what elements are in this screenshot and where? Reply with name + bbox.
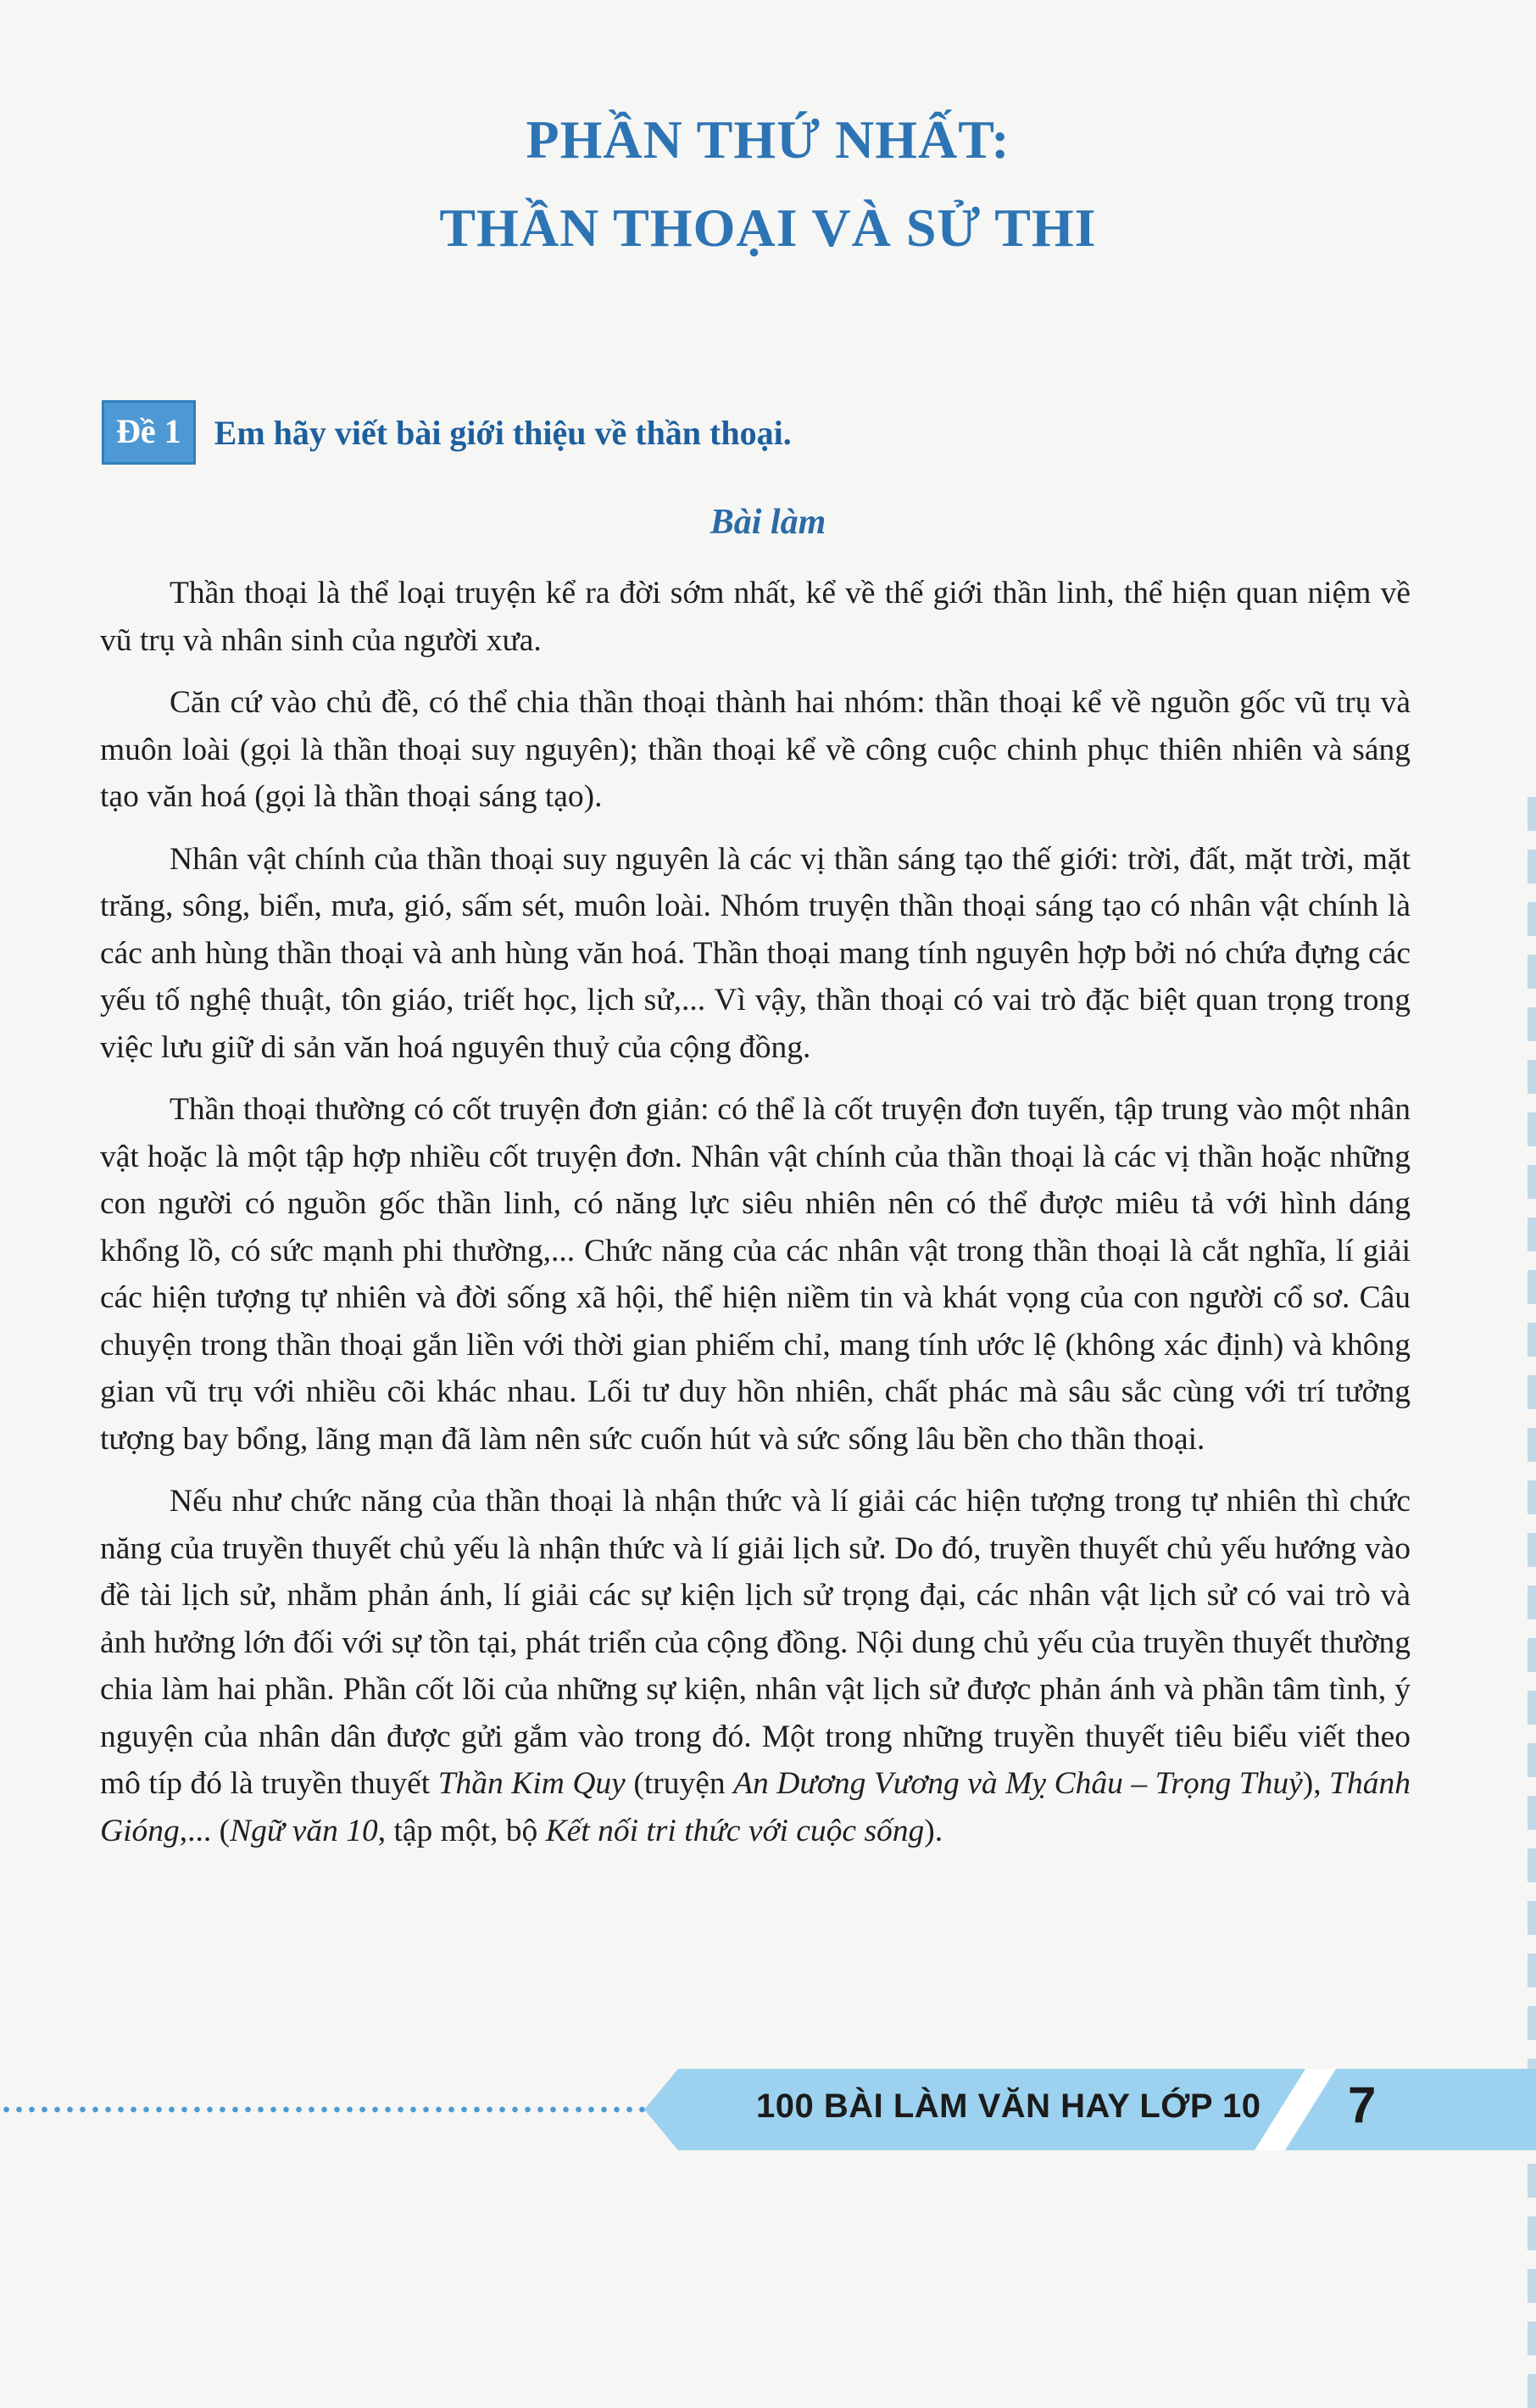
separator: (truyện — [625, 1766, 734, 1801]
footer-dotted-line — [0, 2106, 661, 2113]
exercise-badge: Đề 1 — [102, 400, 196, 465]
part-title: PHẦN THỨ NHẤT: — [526, 109, 1010, 170]
paragraph-2: Căn cứ vào chủ đề, có thể chia thần thoại thành hai nhóm: thần thoại kể về nguồn gốc vũ trụ và muôn loài (gọi là thần thoại suy nguyên); thần thoại kể về công cuộc chinh phục thiên nhiên và sáng tạo văn hoá (gọi là thần thoại sáng tạo). — [100, 685, 1411, 814]
work-title-than-kim-quy: Thần Kim Quy — [437, 1766, 626, 1801]
exercise-header — [102, 400, 792, 465]
separator: ), — [1302, 1766, 1330, 1801]
separator: , tập một, bộ — [377, 1813, 546, 1848]
work-title-thanh-giong: Thánh Gióng — [100, 1766, 1411, 1848]
textbook-title: Ngữ văn 10 — [230, 1813, 378, 1848]
paragraph-4: Thần thoại thường có cốt truyện đơn giản: có thể là cốt truyện đơn tuyến, tập trung vào một nhân vật hoặc là một tập hợp nhiều cốt truyện đơn. Nhân vật chính của thần thoại là các vị thần hoặc những con người có nguồn gốc thần linh, có năng lực siêu nhiên nên có thể được miêu tả với hình dáng khổng lồ, có sức mạnh phi thường,... Chức năng của các nhân vật trong thần thoại là cắt nghĩa, lí giải các hiện tượng tự nhiên và đời sống xã hội, thể hiện niềm tin và khát vọng của con người cổ sơ. Câu chuyện trong thần thoại gắn liền với thời gian phiếm chỉ, mang tính ước lệ (không xác định) và không gian vũ trụ với nhiều cõi khác nhau. Lối tư duy hồn nhiên, chất phác mà sâu sắc cùng với trí tưởng tượng bay bổng, lãng mạn đã làm nên sức cuốn hút và sức sống lâu bền cho thần thoại. — [100, 1092, 1411, 1457]
answer-heading: Bài làm — [710, 503, 826, 542]
exercise-prompt: Em hãy viết bài giới thiệu về thần thoại. — [214, 413, 792, 452]
part-subtitle: THẦN THOẠI VÀ SỬ THI — [439, 198, 1097, 258]
work-title-an-duong-vuong: An Dương Vương và Mỵ Châu – Trọng Thuỷ — [733, 1766, 1303, 1801]
paragraph-3: Nhân vật chính của thần thoại suy nguyên là các vị thần sáng tạo thế giới: trời, đất, mặt trời, mặt trăng, sông, biển, mưa, gió, sấm sét, muôn loài. Nhóm truyện thần thoại sáng tạo có nhân vật chính là các anh hùng thần thoại và anh hùng văn hoá. Thần thoại mang tính nguyên hợp bởi nó chứa đựng các yếu tố nghệ thuật, tôn giáo, triết học, lịch sử,... Vì vậy, thần thoại có vai trò đặc biệt quan trọng trong việc lưu giữ di sản văn hoá nguyên thuỷ của cộng đồng. — [100, 841, 1411, 1065]
paragraph-5-text: Nếu như chức năng của thần thoại là nhận thức và lí giải các hiện tượng trong tự nhiên thì chức năng của truyền thuyết chủ yếu là nhận thức và lí giải lịch sử. Do đó, truyền thuyết chủ yếu hướng vào đề tài lịch sử, nhằm phản ánh, lí giải các sự kiện lịch sử trọng đại, các nhân vật lịch sử có vai trò và ảnh hưởng lớn đối với sự tồn tại, phát triển của cộng đồng. Nội dung chủ yếu của truyền thuyết thường chia làm hai phần. Phần cốt lõi của những sự kiện, nhân vật lịch sử được phản ánh và phần tâm tình, ý nguyện của nhân dân được gửi gắm vào trong đó. Một trong những truyền thuyết tiêu biểu viết theo mô típ đó là truyền thuyết — [100, 1484, 1411, 1801]
paragraph-5 — [100, 1478, 1411, 1854]
textbook-series-title: Kết nối tri thức với cuộc sống — [545, 1813, 925, 1848]
separator: ,... ( — [179, 1813, 231, 1848]
page-number: 7 — [1348, 2076, 1377, 2133]
answer-body — [100, 570, 1411, 1870]
paragraph-1: Thần thoại là thể loại truyện kể ra đời sớm nhất, kể về thế giới thần linh, thể hiện quan niệm về vũ trụ và nhân sinh của người xưa. — [100, 576, 1411, 658]
footer-book-title: 100 BÀI LÀM VĂN HAY LỚP 10 — [756, 2087, 1261, 2125]
paragraph-end: ). — [924, 1813, 943, 1848]
page-edge-decoration — [1528, 797, 1536, 2408]
